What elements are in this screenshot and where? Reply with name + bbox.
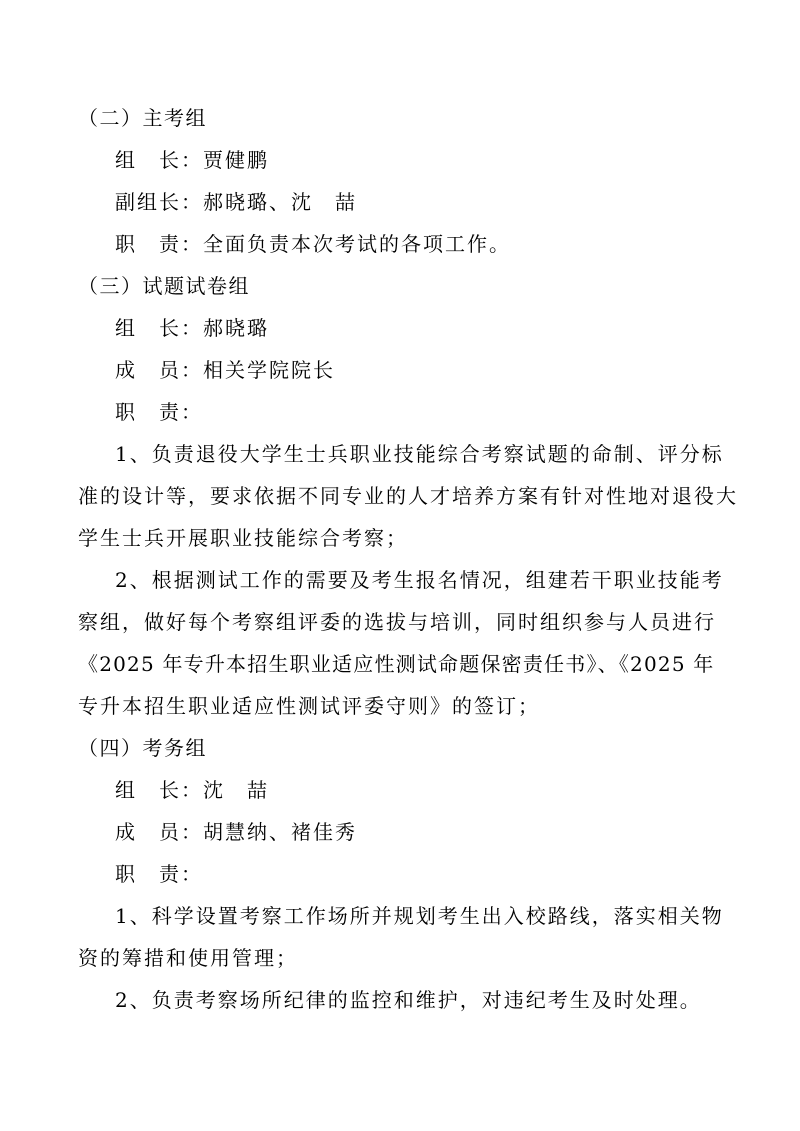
- section-4-leader: 组 长：沈 喆: [115, 778, 269, 802]
- section-3-item-2-line-4: 专升本招生职业适应性测试评委守则》的签订；: [78, 694, 540, 718]
- section-3-item-1-line-2: 准的设计等，要求依据不同专业的人才培养方案有针对性地对退役大: [78, 484, 738, 508]
- section-2-leader: 组 长：贾健鹏: [115, 148, 269, 172]
- section-2-heading: （二）主考组: [78, 106, 207, 130]
- section-4-heading: （四）考务组: [78, 736, 207, 760]
- section-4-members: 成 员：胡慧纳、褚佳秀: [115, 820, 357, 844]
- section-4-item-2-line-1: 2、负责考察场所纪律的监控和维护，对违纪考生及时处理。: [115, 988, 702, 1012]
- section-4-item-1-line-1: 1、科学设置考察工作场所并规划考生出入校路线，落实相关物: [115, 904, 724, 928]
- section-3-duty-label: 职 责：: [115, 400, 203, 424]
- section-3-item-2-line-3: 《2025 年专升本招生职业适应性测试命题保密责任书》、《2025 年: [78, 652, 715, 676]
- section-2-deputy: 副组长：郝晓璐、沈 喆: [115, 190, 357, 214]
- section-3-heading: （三）试题试卷组: [78, 274, 250, 298]
- section-3-leader: 组 长：郝晓璐: [115, 316, 269, 340]
- section-3-item-2-line-2: 察组，做好每个考察组评委的选拔与培训，同时组织参与人员进行: [78, 610, 716, 634]
- section-4-item-1-line-2: 资的筹措和使用管理；: [78, 946, 298, 970]
- section-4-duty-label: 职 责：: [115, 862, 203, 886]
- section-3-item-2-line-1: 2、根据测试工作的需要及考生报名情况，组建若干职业技能考: [115, 568, 724, 592]
- section-3-item-1-line-1: 1、负责退役大学生士兵职业技能综合考察试题的命制、评分标: [115, 442, 724, 466]
- section-2-duty: 职 责：全面负责本次考试的各项工作。: [115, 232, 511, 256]
- section-3-item-1-line-3: 学生士兵开展职业技能综合考察；: [78, 526, 408, 550]
- section-3-members: 成 员：相关学院院长: [115, 358, 335, 382]
